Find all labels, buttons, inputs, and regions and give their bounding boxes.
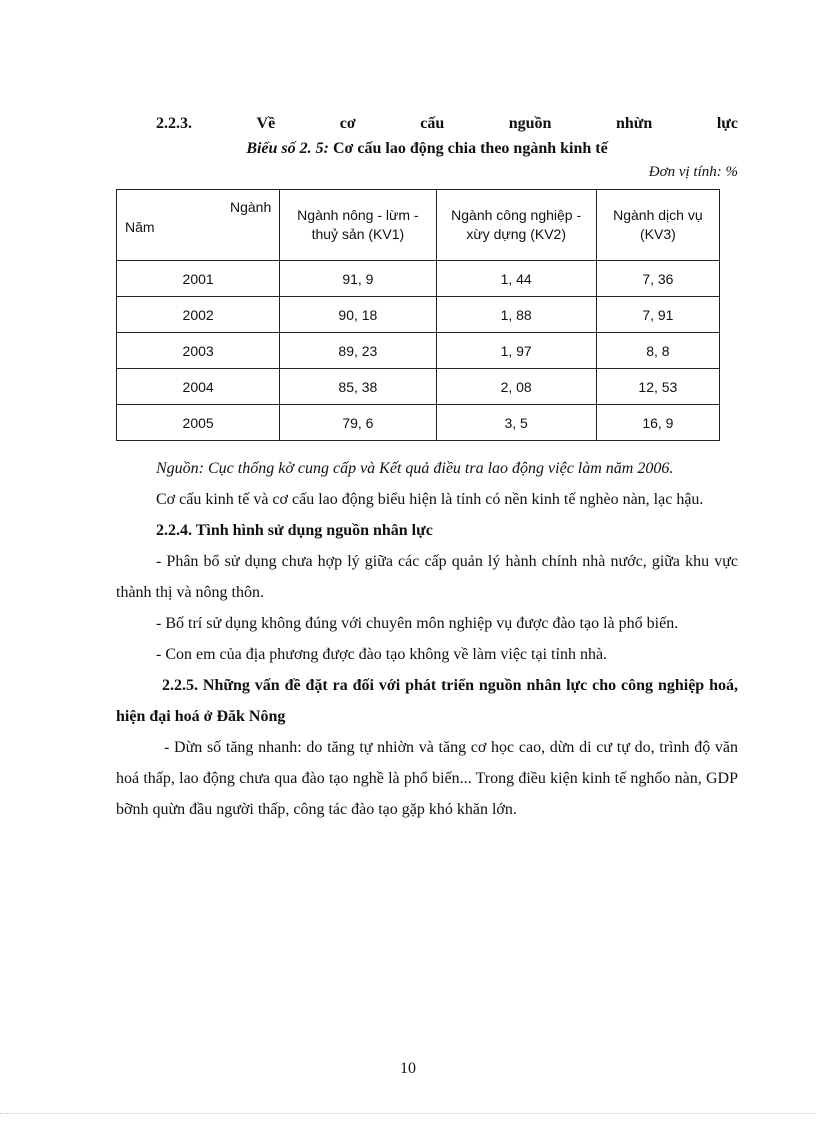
table-row — [117, 261, 720, 297]
table-cell: 2003 — [117, 333, 280, 369]
heading-word: Về — [256, 115, 276, 132]
table-header-row — [117, 190, 720, 261]
caption-text: Cơ cấu lao động chia theo ngành kinh tế — [328, 140, 608, 157]
section-223-heading — [156, 110, 738, 138]
table-cell: 1, 44 — [436, 261, 596, 297]
page-number: 10 — [400, 1060, 416, 1077]
table-cell: 79, 6 — [280, 405, 436, 441]
table-cell: 2005 — [117, 405, 280, 441]
unit-note: Đơn vị tính: % — [648, 164, 738, 180]
table-cell: 12, 53 — [596, 369, 719, 405]
section-225-paragraph: - Dừn số tăng nhanh: do tăng tự nhiờn và tăng cơ học cao, dừn di cư tự do, trình độ văn hoá thấp, lao động chưa qua đào tạo nghề là phổ biến... Trong điều kiện kinh tế nghốo nàn, GDP bỡnh quừn đầu người thấp, công tác đào tạo gặp khó khăn lớn. — [116, 739, 738, 818]
table-caption — [116, 140, 738, 158]
heading-word: nhừn — [615, 115, 653, 132]
footer-divider — [0, 1113, 816, 1114]
table-row — [117, 369, 720, 405]
table-row — [117, 333, 720, 369]
heading-word: lực — [716, 115, 738, 132]
table-cell: 91, 9 — [280, 261, 436, 297]
bullet-paragraph: - Bố trí sử dụng không đúng với chuyên môn nghiệp vụ được đào tạo là phổ biến. — [156, 615, 679, 632]
table-cell: 2004 — [117, 369, 280, 405]
page-content — [116, 110, 738, 825]
corner-bottom-label: Năm — [125, 219, 155, 235]
labor-structure-table — [116, 189, 720, 441]
table-cell: 1, 97 — [436, 333, 596, 369]
table-cell: 7, 36 — [596, 261, 719, 297]
table-cell: 89, 23 — [280, 333, 436, 369]
table-cell: 85, 38 — [280, 369, 436, 405]
section-225-heading: 2.2.5. Những vấn đề đặt ra đối với phát triển nguồn nhân lực cho công nghiệp hoá, hiện đại hoá ở Đăk Nông — [116, 677, 738, 725]
corner-top-label: Ngành — [230, 199, 272, 215]
table-cell: 2001 — [117, 261, 280, 297]
table-cell: 16, 9 — [596, 405, 719, 441]
table-cell: 90, 18 — [280, 297, 436, 333]
bullet-paragraph: - Con em của địa phương được đào tạo không về làm việc tại tỉnh nhà. — [156, 646, 608, 663]
heading-word: cơ — [339, 115, 356, 132]
table-cell: 7, 91 — [596, 297, 719, 333]
table-cell: 2002 — [117, 297, 280, 333]
column-header: Ngành công nghiệp - xừy dựng (KV2) — [436, 190, 596, 261]
table-cell: 1, 88 — [436, 297, 596, 333]
caption-label: Biểu số 2. 5: — [246, 140, 329, 157]
heading-word: nguồn — [508, 115, 552, 132]
column-header: Ngành dịch vụ (KV3) — [596, 190, 719, 261]
bullet-paragraph: - Phân bổ sử dụng chưa hợp lý giữa các cấp quản lý hành chính nhà nước, giữa khu vực thành thị và nông thôn. — [116, 553, 738, 601]
table-cell: 8, 8 — [596, 333, 719, 369]
paragraph-structure: Cơ cấu kinh tế và cơ cấu lao động biểu hiện là tỉnh có nền kinh tế nghèo nàn, lạc hậu. — [156, 491, 704, 508]
table-row — [117, 297, 720, 333]
heading-word: 2.2.3. — [156, 115, 192, 132]
table-cell: 3, 5 — [436, 405, 596, 441]
table-row — [117, 405, 720, 441]
section-224-heading: 2.2.4. Tình hình sử dụng nguồn nhân lực — [156, 522, 433, 539]
heading-word: cấu — [420, 115, 445, 132]
source-note: Nguồn: Cục thống kờ cung cấp và Kết quả điều tra lao động việc làm năm 2006. — [156, 460, 674, 477]
column-header: Ngành nông - lừm - thuỷ sản (KV1) — [280, 190, 436, 261]
corner-header-cell — [117, 190, 280, 261]
table-cell: 2, 08 — [436, 369, 596, 405]
